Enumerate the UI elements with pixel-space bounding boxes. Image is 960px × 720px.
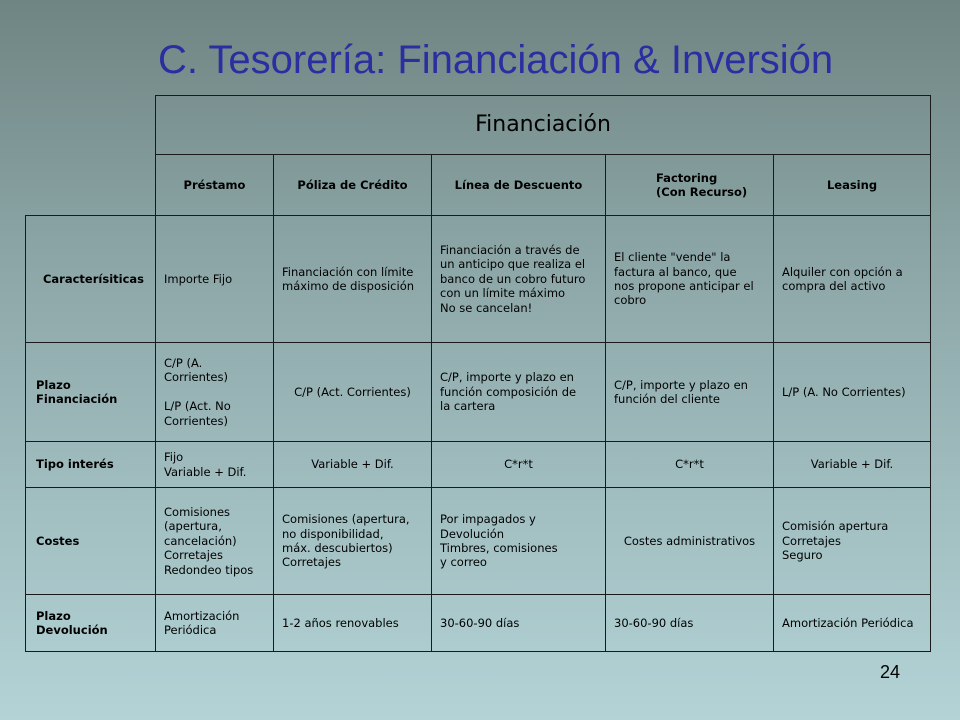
table-border — [25, 651, 931, 652]
row-header: Plazo Financiación — [36, 377, 118, 406]
slide-title: C. Tesorería: Financiación & Inversión — [158, 38, 834, 82]
table-cell: Fijo Variable + Dif. — [164, 450, 247, 479]
table-cell: C/P (Act. Corrientes) — [294, 384, 411, 399]
table-cell: L/P (A. No Corrientes) — [782, 384, 906, 399]
row-header: Caracterísiticas — [42, 271, 144, 286]
table-cell: Amortización Periódica — [164, 608, 240, 637]
table-cell: Costes administrativos — [623, 533, 756, 548]
table-cell: 30-60-90 días — [614, 615, 694, 630]
table-cell: Financiación con límite máximo de disposición — [282, 264, 415, 293]
table-cell: Variable + Dif. — [810, 457, 894, 472]
table-cell: El cliente "vende" la factura al banco, que nos propone anticipar el cobro — [614, 250, 754, 308]
page-number: 24 — [880, 662, 901, 682]
table-cell: Importe Fijo — [164, 271, 233, 286]
column-header: Préstamo — [183, 177, 246, 192]
table-cell: C/P, importe y plazo en función composición de la cartera — [440, 370, 577, 414]
table-border — [930, 95, 931, 652]
table-cell: C*r*t — [675, 457, 704, 472]
table-cell: Variable + Dif. — [311, 457, 394, 472]
table-cell: C/P, importe y plazo en función del cliente — [614, 377, 748, 406]
table-cell: Amortización Periódica — [782, 615, 914, 630]
table-cell: 1-2 años renovables — [282, 615, 399, 630]
table-cell: 30-60-90 días — [440, 615, 520, 630]
row-header: Tipo interés — [36, 457, 114, 472]
table-cell: C*r*t — [504, 457, 533, 472]
column-header: Factoring (Con Recurso) — [656, 170, 748, 199]
table-cell: Comisión apertura Corretajes Seguro — [782, 519, 889, 563]
table-cell: Alquiler con opción a compra del activo — [782, 264, 903, 293]
group-header: Financiación — [475, 112, 611, 138]
table-cell: Por impagados y Devolución Timbres, comisiones y correo — [440, 512, 558, 570]
row-header: Costes — [36, 533, 80, 548]
table-cell: C/P (A. Corrientes) L/P (Act. No Corrientes) — [164, 356, 231, 428]
column-header: Póliza de Crédito — [297, 177, 408, 192]
row-header: Plazo Devolución — [36, 608, 108, 637]
table-cell: Financiación a través de un anticipo que realiza el banco de un cobro futuro con un límite máximo No se cancelan! — [440, 243, 586, 315]
table-cell: Comisiones (apertura, no disponibilidad, máx. descubiertos) Corretajes — [282, 512, 410, 570]
column-header: Leasing — [826, 177, 878, 192]
column-header: Línea de Descuento — [454, 177, 583, 192]
table-cell: Comisiones (apertura, cancelación) Corretajes Redondeo tipos — [164, 505, 254, 577]
